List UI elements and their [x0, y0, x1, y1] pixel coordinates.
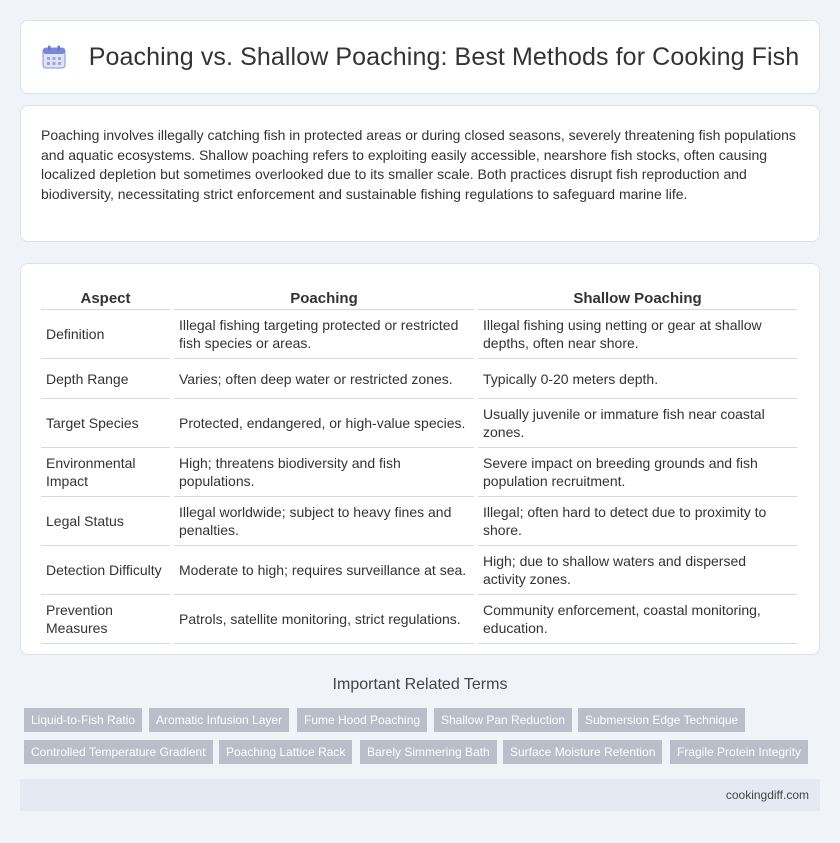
cell-poaching: Illegal fishing targeting protected or restricted fish species or areas. — [174, 310, 474, 359]
cell-shallow: Illegal; often hard to detect due to proximity to shore. — [478, 497, 797, 546]
related-term-tag[interactable]: Surface Moisture Retention — [503, 740, 662, 764]
comparison-card — [20, 263, 820, 655]
cell-aspect: Legal Status — [41, 497, 170, 546]
table-row — [41, 497, 797, 546]
comparison-table — [37, 284, 801, 644]
related-term-tag[interactable]: Fume Hood Poaching — [297, 708, 427, 732]
table-header-row — [41, 284, 797, 310]
related-term-tag[interactable]: Aromatic Infusion Layer — [149, 708, 289, 732]
table-row — [41, 595, 797, 644]
table-row — [41, 399, 797, 448]
table-row — [41, 546, 797, 595]
cell-poaching: Moderate to high; requires surveillance at sea. — [174, 546, 474, 595]
related-terms-title: Important Related Terms — [332, 676, 508, 693]
cell-aspect: Depth Range — [41, 359, 170, 399]
related-term-tag[interactable]: Submersion Edge Technique — [578, 708, 745, 732]
footer — [20, 779, 820, 811]
cell-aspect: Detection Difficulty — [41, 546, 170, 595]
header-poaching: Poaching — [174, 284, 474, 310]
cell-poaching: Varies; often deep water or restricted zones. — [174, 359, 474, 399]
related-term-tag[interactable]: Fragile Protein Integrity — [670, 740, 808, 764]
header-card — [20, 20, 820, 94]
related-term-tag[interactable]: Controlled Temperature Gradient — [24, 740, 213, 764]
cell-shallow: High; due to shallow waters and dispersed activity zones. — [478, 546, 797, 595]
cell-aspect: Environmental Impact — [41, 448, 170, 497]
cell-shallow: Illegal fishing using netting or gear at shallow depths, often near shore. — [478, 310, 797, 359]
cell-poaching: Illegal worldwide; subject to heavy fines and penalties. — [174, 497, 474, 546]
footer-site[interactable]: cookingdiff.com — [725, 788, 809, 802]
cell-shallow: Severe impact on breeding grounds and fish population recruitment. — [478, 448, 797, 497]
related-term-tag[interactable]: Shallow Pan Reduction — [434, 708, 572, 732]
page-title: Poaching vs. Shallow Poaching: Best Methods for Cooking Fish — [88, 42, 800, 71]
cell-aspect: Target Species — [41, 399, 170, 448]
related-term-tag[interactable]: Barely Simmering Bath — [360, 740, 497, 764]
related-term-tag[interactable]: Liquid-to-Fish Ratio — [24, 708, 142, 732]
cell-shallow: Typically 0-20 meters depth. — [478, 359, 797, 399]
table-row — [41, 310, 797, 359]
cell-shallow: Usually juvenile or immature fish near coastal zones. — [478, 399, 797, 448]
cell-aspect: Definition — [41, 310, 170, 359]
intro-card — [20, 105, 820, 242]
intro-text: Poaching involves illegally catching fish in protected areas or during closed seasons, severely threatening fish populations and aquatic ecosystems. Shallow poaching refers to exploiting easily accessible, nearshore fish stocks, often causing localized depletion but sometimes overlooked due to its smaller scale. Both practices disrupt fish reproduction and biodiversity, necessitating strict enforcement and sustainable fishing regulations to safeguard marine life. — [41, 127, 796, 202]
cell-poaching: Patrols, satellite monitoring, strict regulations. — [174, 595, 474, 644]
related-term-tag[interactable]: Poaching Lattice Rack — [219, 740, 352, 764]
cell-poaching: High; threatens biodiversity and fish populations. — [174, 448, 474, 497]
table-row — [41, 448, 797, 497]
calendar-icon — [41, 44, 67, 70]
cell-aspect: Prevention Measures — [41, 595, 170, 644]
table-row — [41, 359, 797, 399]
header-shallow-poaching: Shallow Poaching — [478, 284, 797, 310]
header-aspect: Aspect — [41, 284, 170, 310]
cell-shallow: Community enforcement, coastal monitoring, education. — [478, 595, 797, 644]
cell-poaching: Protected, endangered, or high-value species. — [174, 399, 474, 448]
